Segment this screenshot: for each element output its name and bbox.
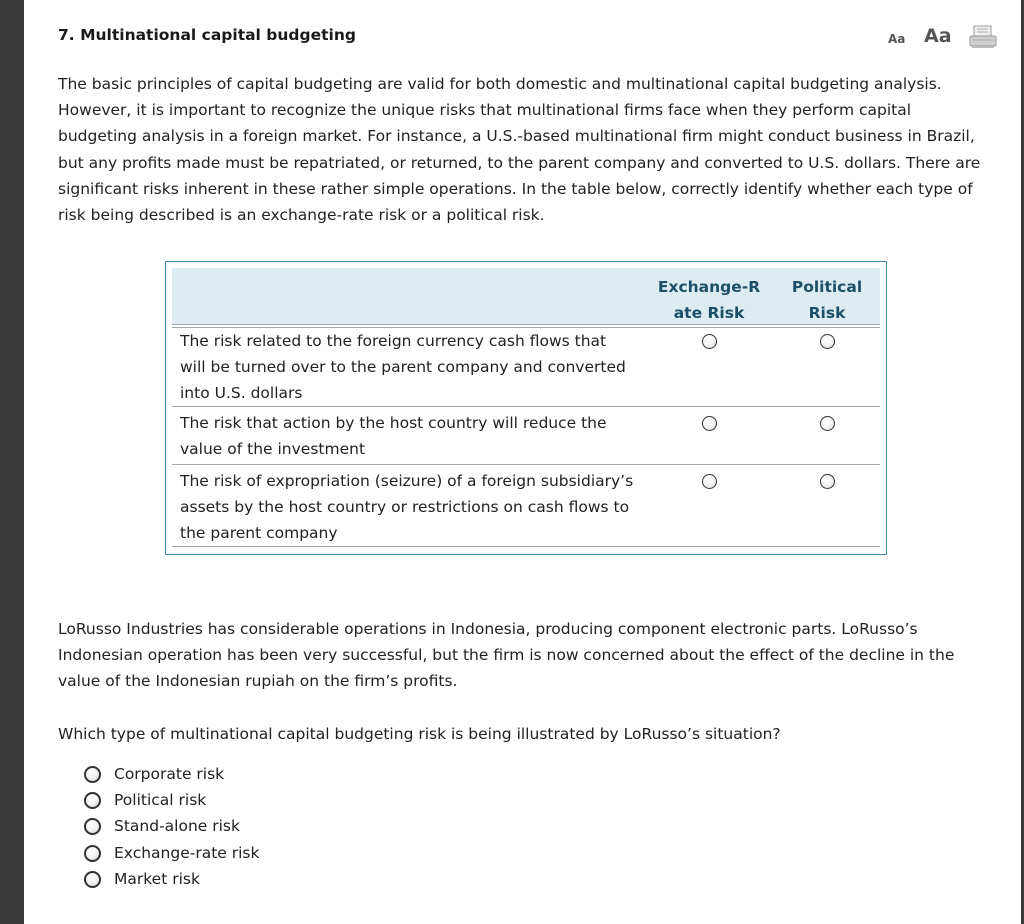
row3-political-radio[interactable] [820, 474, 835, 489]
left-window-border [0, 0, 24, 924]
row1-exchange-rate-radio[interactable] [702, 334, 717, 349]
answer-options [84, 761, 384, 892]
answer-option[interactable] [84, 840, 384, 866]
option-radio[interactable] [84, 766, 101, 783]
option-radio[interactable] [84, 792, 101, 809]
table-row [172, 408, 880, 465]
option-label[interactable]: Corporate risk [114, 765, 225, 783]
answer-option[interactable] [84, 787, 384, 813]
decrease-font-button[interactable]: Aa [888, 32, 906, 46]
question-title: 7. Multinational capital budgeting [58, 26, 356, 44]
option-radio[interactable] [84, 871, 101, 888]
scenario-paragraph: LoRusso Industries has considerable operations in Indonesia, producing component electronic parts. LoRusso’s Indonesian operation has been very successful, but the firm is now concerned about the effect of the decline in the value of the Indonesian rupiah on the firm’s profits. [58, 620, 955, 691]
table-row [172, 328, 880, 407]
row-description: The risk that action by the host country will reduce the value of the investment [180, 414, 607, 459]
option-radio[interactable] [84, 845, 101, 862]
row2-political-radio[interactable] [820, 416, 835, 431]
question-prompt: Which type of multinational capital budgeting risk is being illustrated by LoRusso’s situation? [58, 725, 781, 743]
table-row [172, 466, 880, 547]
option-radio[interactable] [84, 818, 101, 835]
row3-exchange-rate-radio[interactable] [702, 474, 717, 489]
risk-classification-table [165, 261, 887, 555]
option-label[interactable]: Political risk [114, 791, 207, 810]
row2-exchange-rate-radio[interactable] [702, 416, 717, 431]
row-description: The risk of expropriation (seizure) of a foreign subsidiary’s assets by the host country or restrictions on cash flows to the parent company [180, 472, 634, 543]
table-header [172, 268, 880, 324]
answer-option[interactable] [84, 813, 384, 839]
print-icon[interactable] [968, 24, 998, 50]
column-header-exchange-rate: Exchange-R ate Risk [657, 278, 761, 322]
option-label[interactable]: Stand-alone risk [114, 817, 240, 836]
answer-option[interactable] [84, 761, 384, 787]
row-description: The risk related to the foreign currency cash flows that will be turned over to the parent company and converted into U.S. dollars [180, 332, 626, 403]
answer-option[interactable] [84, 866, 384, 892]
row1-political-radio[interactable] [820, 334, 835, 349]
option-label[interactable]: Exchange-rate risk [114, 843, 260, 862]
column-header-political: Political Risk [791, 278, 863, 322]
display-toolbar [886, 24, 1001, 50]
increase-font-button[interactable]: Aa [924, 25, 952, 47]
intro-paragraph: The basic principles of capital budgeting are valid for both domestic and multinational capital budgeting analysis. However, it is important to recognize the unique risks that multinational firms face when they perform capital budgeting analysis in a foreign market. For instance, a U.S.-based multinational firm might conduct business in Brazil, but any profits made must be repatriated, or returned, to the parent company and converted to U.S. dollars. There are significant risks inherent in these rather simple operations. In the table below, correctly identify whether each type of risk being described is an exchange-rate risk or a political risk. [58, 75, 981, 225]
option-label[interactable]: Market risk [114, 869, 200, 888]
